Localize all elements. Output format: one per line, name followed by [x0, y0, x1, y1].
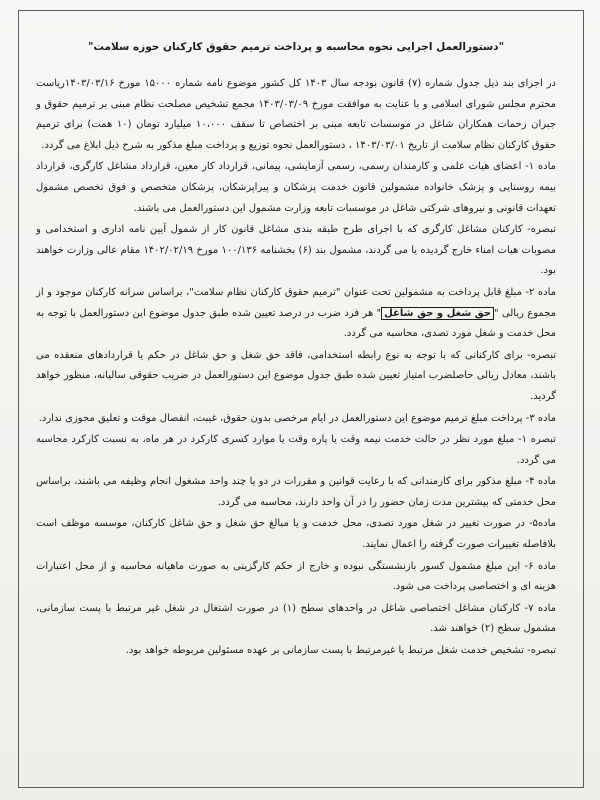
- article-7: ماده ۷- کارکنان مشاغل اختصاصی شاغل در واحدهای سطح (۱) در صورت اشتغال در شغل غیر مرتبط با پست سازمانی، مشمول سطح (۲) خواهند شد.: [36, 602, 556, 635]
- article-2-text-end: " هر فرد ضرب در درصد تعیین شده طبق جدول موضوع این دستورالعمل با توجه به محل خدمت و شغل مورد تصدی، محاسبه می گردد.: [36, 307, 556, 340]
- intro-paragraph: در اجرای بند ذیل جدول شماره (۷) قانون بودجه سال ۱۴۰۳ کل کشور موضوع نامه شماره ۱۵۰۰۰ مورخ ۱۴۰۳/۰۳/۱۶ریاست محترم مجلس شورای اسلامی و با عنایت به موافقت مورخ ۱۴۰۳/۰۳/۰۹ مجمع تشخیص مصلحت نظام مبنی بر ترمیم حقوق و جبران زحمات همکاران شاغل در موسسات تابعه مبنی بر اختصاص تا سقف ۱۰،۰۰۰ میلیارد تومان (۱۰ همت) برای ترمیم حقوق کارکنان نظام سلامت از تاریخ ۱۴۰۳/۰۳/۰۱ ، دستورالعمل نحوه توزیع و پرداخت مبلغ مذکور به شرح ذیل ابلاغ می گردد.: [36, 78, 557, 151]
- article-1-note: تبصره- کارکنان مشاغل کارگری که با اجرای طرح طبقه بندی مشاغل قانون کار از شمول آیین نامه اداری و استخدامی و مصوبات هیات امناء خارج گردیده یا می گردند، مشمول بند (۶) بخشنامه ۱۰۰/۱۳۶ مورخ ۱۴۰۲/۰۲/۱۹ مقام عالی وزارت خواهند بود.: [36, 224, 556, 277]
- article-6: ماده ۶- این مبلغ مشمول کسور بازنشستگی نبوده و خارج از حکم کارگزینی به صورت ماهیانه محاسبه و از محل اعتبارات هزینه ای و اختصاصی پرداخت می شود.: [36, 560, 557, 593]
- article-2-note: تبصره- برای کارکنانی که با توجه به نوع رابطه استخدامی، فاقد حق شغل و حق شاغل در حکم یا قراردادهای منعقده می باشند، معادل ریالی حاصلضرب امتیاز تعیین شده طبق جدول موضوع این دستورالعمل در ضریب حقوقی سالیانه، منظور خواهد گردید.: [36, 349, 556, 402]
- article-3: ماده ۳- پرداخت مبلغ ترمیم موضوع این دستورالعمل در ایام مرخصی بدون حقوق، غیبت، انفصال موقت و تعلیق مجوزی ندارد.: [38, 412, 556, 424]
- article-4: ماده ۴- مبلغ مذکور برای کارمندانی که با رعایت قوانین و مقررات در دو یا چند واحد مشغول انجام وظیفه می باشند، براساس محل خدمتی که بیشترین مدت زمان حضور را در آن واحد دارند، محاسبه می گردد.: [36, 476, 556, 508]
- article-2-highlight: حق شغل و حق شاغل: [381, 307, 494, 320]
- article-1: ماده ۱- اعضای هیات علمی و کارمندان رسمی، رسمی آزمایشی، پیمانی، قرارداد کار معین، قرارداد مشاغل کارگری، قرارداد بیمه روستایی و پزشک خانواده مشمولین قانون خدمت پزشکان و پیراپزشکان، پزشکان متخصص و فوق تخصص مشمول تعهدات قانونی و نیروهای شرکتی شاغل در موسسات تابعه وزارت مشمول این دستورالعمل می باشند.: [36, 161, 556, 214]
- article-2-text-start: ماده ۲- مبلغ قابل پرداخت به مشمولین تحت عنوان "ترمیم حقوق کارکنان نظام سلامت"، براساس سرانه کارکنان موجود و از مجموع ریالی ": [36, 286, 557, 319]
- article-7-note: تبصره- تشخیص خدمت شغل مرتبط یا غیرمرتبط با پست سازمانی بر عهده مسئولین مربوطه خواهد بود.: [125, 645, 556, 657]
- article-3-note: تبصره ۱- مبلغ مورد نظر در حالت خدمت نیمه وقت یا پاره وقت یا موارد کسری کارکرد در هر ماه، به نسبت کارکرد محاسبه می گردد.: [36, 434, 556, 466]
- document-title: "دستورالعمل اجرایی نحوه محاسبه و پرداخت ترمیم حقوق کارکنان حوزه سلامت": [87, 41, 505, 53]
- document-body: [36, 40, 556, 662]
- article-5: ماده۵- در صورت تغییر در شغل مورد تصدی، محل خدمت و یا مبالغ حق شغل و حق شاغل کارکنان، موسسه موظف است بلافاصله تغییرات صورت گرفته را اعمال نمایند.: [36, 518, 556, 551]
- article-2: [36, 283, 556, 345]
